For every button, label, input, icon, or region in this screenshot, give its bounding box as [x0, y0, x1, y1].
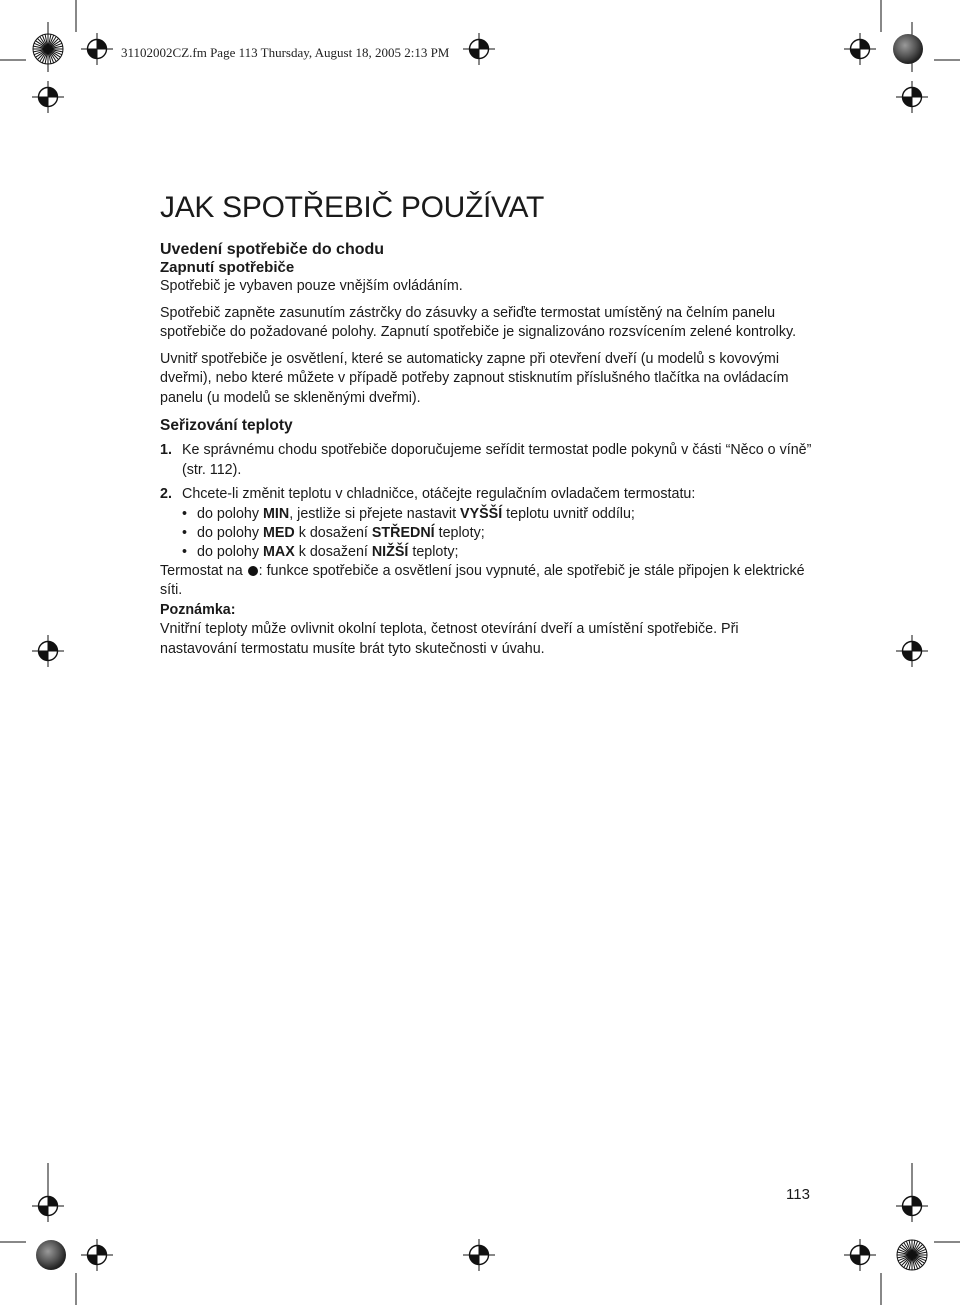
- page-content: [160, 190, 815, 659]
- paragraph-lighting: Uvnitř spotřebiče je osvětlení, které se automaticky zapne při otevření dveří (u modelů s kovovými dveřmi), nebo které můžete v případě potřeby zapnout stisknutím příslušného tlačítka na ovládacím panelu (u modelů se skleněnými dveřmi).: [160, 350, 789, 406]
- step-1-number: 1.: [160, 442, 172, 458]
- step-2-text: Chcete-li změnit teplotu v chladničce, otáčejte regulačním ovladačem termostatu:: [182, 486, 696, 502]
- list-item: • do polohy MAX k dosažení NIŽŠÍ teploty;: [182, 543, 459, 560]
- step-2: [160, 485, 815, 505]
- paragraph-thermostat-off: Termostat na : funkce spotřebiče a osvětlení jsou vypnuté, ale spotřebič je stále připojen k elektrické síti.: [160, 562, 805, 598]
- note-text: Vnitřní teploty může ovlivnit okolní teplota, četnost otevírání dveří a umístění spotřebiče. Při nastavování termostatu musíte brát tyto skutečnosti v úvahu.: [160, 621, 739, 657]
- subheading-switch-on: Zapnutí spotřebiče: [160, 259, 295, 276]
- bullet-icon: •: [182, 543, 188, 560]
- list-item: • do polohy MIN, jestliže si přejete nastavit VYŠŠÍ teplotu uvnitř oddílu;: [182, 505, 635, 522]
- page-number: 113: [786, 1186, 810, 1203]
- page-title: JAK SPOTŘEBIČ POUŽÍVAT: [160, 191, 545, 224]
- off-position-dot-icon: [248, 566, 258, 576]
- note-title: Poznámka:: [160, 601, 236, 618]
- bullet-icon: •: [182, 524, 188, 541]
- print-header: 31102002CZ.fm Page 113 Thursday, August 18, 2005 2:13 PM: [121, 45, 450, 60]
- bullet-icon: •: [182, 505, 188, 522]
- paragraph-controls: Spotřebič je vybaven pouze vnějším ovládáním.: [160, 278, 463, 294]
- step-1: [160, 441, 815, 480]
- step-1-text: Ke správnému chodu spotřebiče doporučujeme seřídit termostat podle pokynů v části “Něco o víně” (str. 112).: [182, 442, 812, 478]
- paragraph-switch-on: Spotřebič zapněte zasunutím zástrčky do zásuvky a seřiďte termostat umístěný na čelním panelu spotřebiče do požadované polohy. Zapnutí spotřebiče je signalizováno rozsvícením zelené kontrolky.: [160, 304, 797, 340]
- list-item: • do polohy MED k dosažení STŘEDNÍ teploty;: [182, 524, 485, 541]
- step-2-number: 2.: [160, 486, 172, 502]
- section-heading-temperature: Seřizování teploty: [160, 417, 293, 434]
- section-heading-start: Uvedení spotřebiče do chodu: [160, 241, 385, 258]
- thermostat-positions-list: [160, 505, 815, 562]
